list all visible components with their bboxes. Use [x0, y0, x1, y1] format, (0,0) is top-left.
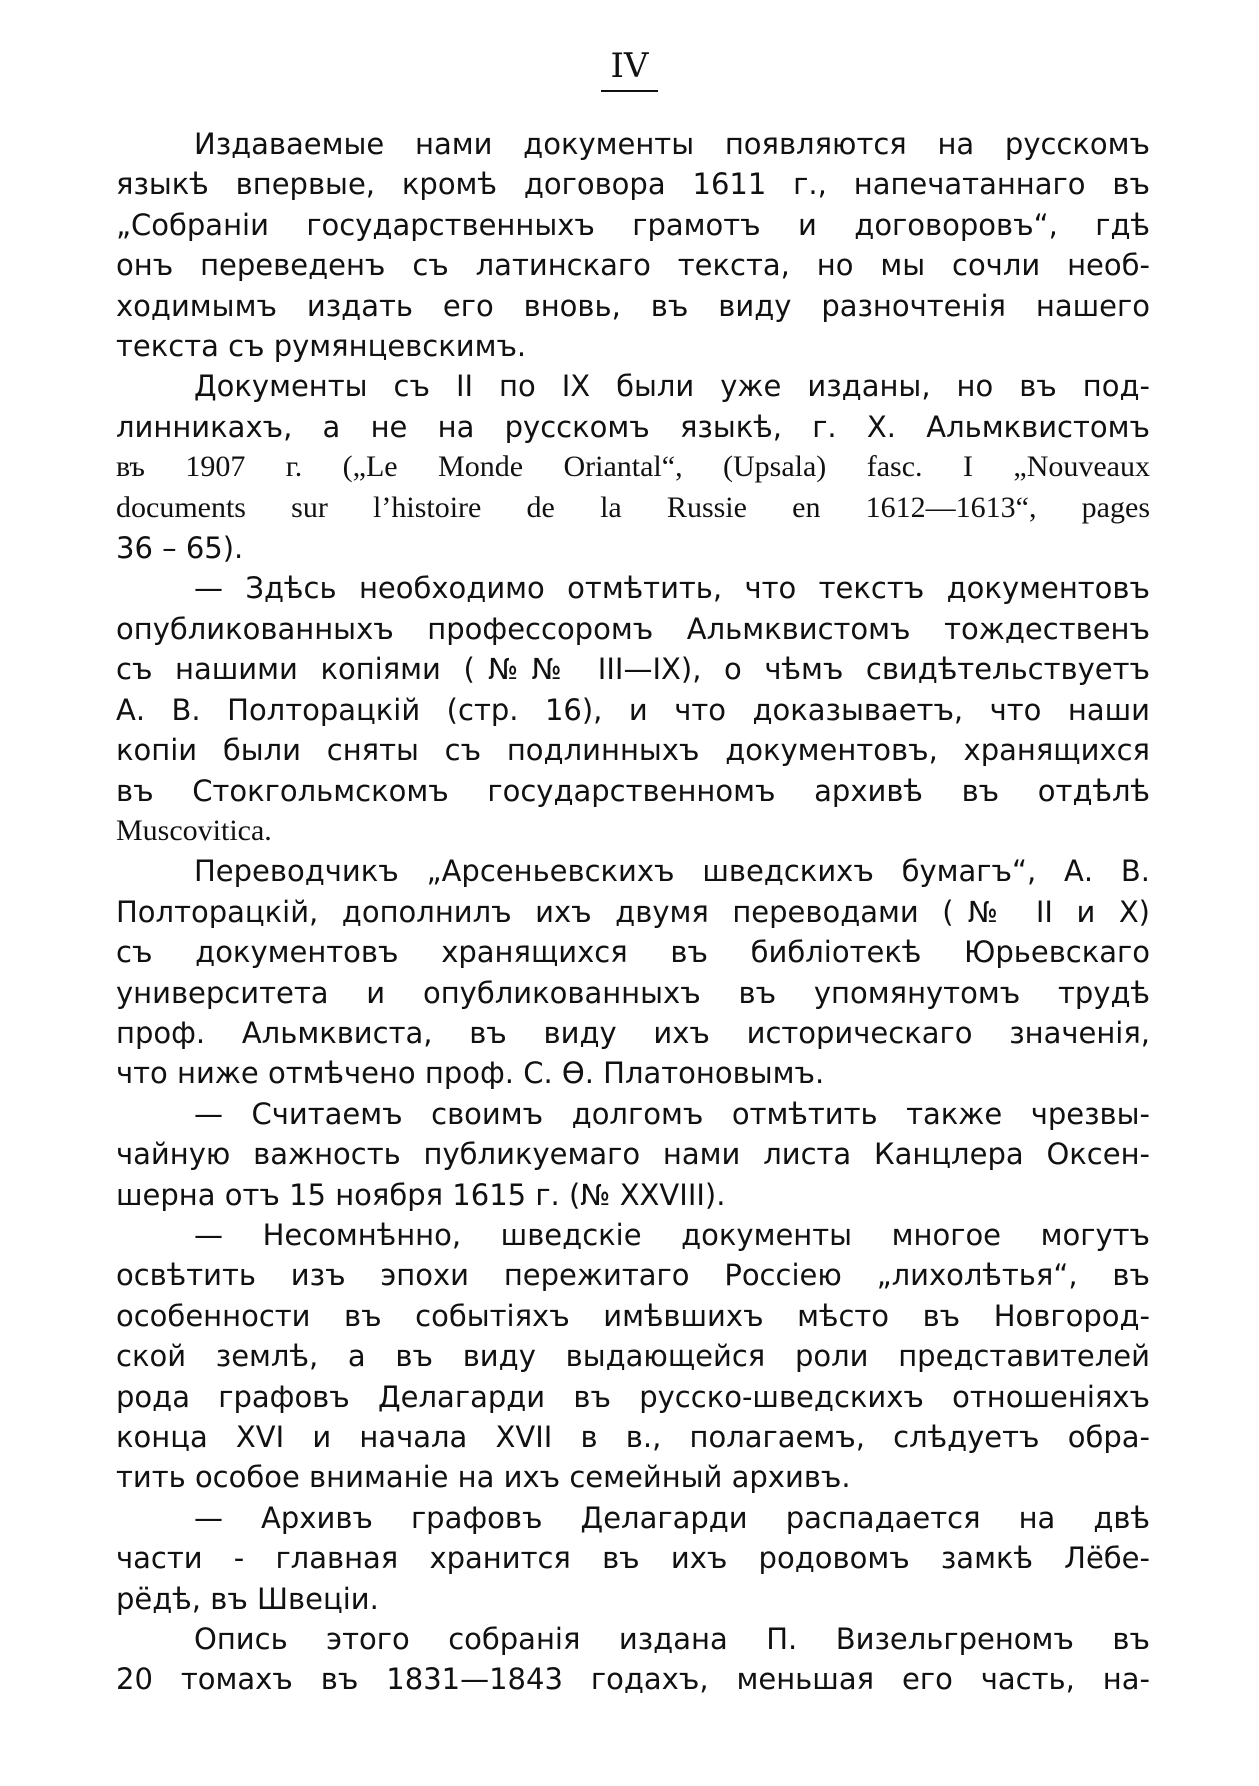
paragraph-7 [116, 1498, 1150, 1619]
text-line: — Архивъ графовъ Делагарди распадается на двѣ [194, 1500, 1150, 1535]
text-line: Издаваемые нами документы появляются на русскомъ [194, 127, 1150, 161]
text-line: университета и опубликованныхъ въ упомянутомъ трудѣ [116, 975, 1150, 1010]
text-line: опубликованныхъ профессоромъ Альмквистомъ тождественъ [116, 611, 1150, 646]
text-line: освѣтить изъ эпохи пережитаго Россіею „лихолѣтья“, въ [116, 1258, 1150, 1293]
text-line: А. В. Полторацкій (стр. 16), и что доказываетъ, что наши [116, 692, 1150, 727]
text-line: ской землѣ, а въ виду выдающейся роли представителей [116, 1339, 1150, 1374]
text-line: въ 1907 г. („Le Monde Oriantal“, (Upsala) fasc. I „Nouveaux [116, 450, 1150, 484]
text-line: языкѣ впервые, кромѣ договора 1611 г., напечатаннаго въ [116, 167, 1150, 202]
text-line: копіи были сняты съ подлинныхъ документовъ, хранящихся [116, 733, 1150, 768]
page-number [0, 46, 1259, 92]
paragraph-3 [116, 568, 1150, 851]
page-number-text: IV [601, 46, 659, 92]
paragraph-4 [116, 851, 1150, 1093]
text-line: съ нашими копіями (№№ III—IX), о чѣмъ свидѣтельствуетъ [116, 652, 1150, 687]
text-line: текста съ румянцевскимъ. [116, 329, 527, 364]
text-line: линникахъ, а не на русскомъ языкѣ, г. X. Альмквистомъ [116, 409, 1150, 444]
text-line: Документы съ II по IX были уже изданы, но въ под- [194, 369, 1150, 404]
text-line: что ниже отмѣчено проф. С. Ѳ. Платоновымъ. [116, 1056, 825, 1091]
paragraph-6 [116, 1215, 1150, 1498]
text-line: рода графовъ Делагарди въ русско-шведскихъ отношеніяхъ [116, 1379, 1150, 1414]
text-line: онъ переведенъ съ латинскаго текста, но мы сочли необ- [116, 248, 1150, 283]
text-line: Опись этого собранія издана П. Визельгреномъ въ [194, 1622, 1150, 1657]
text-line: Muscovitica. [116, 813, 272, 847]
paragraph-8 [116, 1619, 1150, 1700]
text-line: конца XVI и начала XVII в в., полагаемъ, слѣдуетъ обра- [116, 1420, 1150, 1454]
text-line: Переводчикъ „Арсеньевскихъ шведскихъ бумагъ“, А. В. [194, 854, 1150, 889]
text-line: чайную важность публикуемаго нами листа Канцлера Оксен- [116, 1137, 1150, 1172]
text-line: особенности въ событіяхъ имѣвшихъ мѣсто въ Новгород- [116, 1298, 1150, 1333]
text-line: — Несомнѣнно, шведскіе документы многое могутъ [194, 1217, 1150, 1252]
body-text [116, 124, 1150, 1700]
text-line: шерна отъ 15 ноября 1615 г. (№ XXVIII). [116, 1177, 726, 1212]
paragraph-5 [116, 1094, 1150, 1215]
text-line: части - главная хранится въ ихъ родовомъ замкѣ Лёбе- [116, 1541, 1150, 1576]
text-line: — Считаемъ своимъ долгомъ отмѣтить также чрезвы- [194, 1096, 1150, 1131]
text-line: 36 – 65). [116, 531, 244, 566]
text-line: тить особое вниманіе на ихъ семейный архивъ. [116, 1460, 851, 1495]
text-line: — Здѣсь необходимо отмѣтить, что текстъ документовъ [194, 571, 1150, 606]
text-line: проф. Альмквиста, въ виду ихъ историческаго значенія, [116, 1015, 1150, 1050]
text-line: 20 томахъ въ 1831—1843 годахъ, меньшая его часть, на- [116, 1662, 1150, 1697]
text-line: Полторацкій, дополнилъ ихъ двумя переводами (№ II и X) [116, 894, 1150, 929]
text-line: рёдѣ, въ Швеціи. [116, 1581, 379, 1616]
text-line: documents sur l’histoire de la Russie en 1612—1613“, pages [116, 490, 1150, 524]
text-line: ходимымъ издать его вновь, въ виду разночтенія нашего [116, 288, 1150, 323]
paragraph-1 [116, 124, 1150, 366]
text-line: въ Стокгольмскомъ государственномъ архивѣ въ отдѣлѣ [116, 773, 1150, 808]
paragraph-2 [116, 366, 1150, 568]
text-line: съ документовъ хранящихся въ библіотекѣ Юрьевскаго [116, 935, 1150, 970]
text-line: „Собраніи государственныхъ грамотъ и договоровъ“, гдѣ [116, 207, 1150, 242]
